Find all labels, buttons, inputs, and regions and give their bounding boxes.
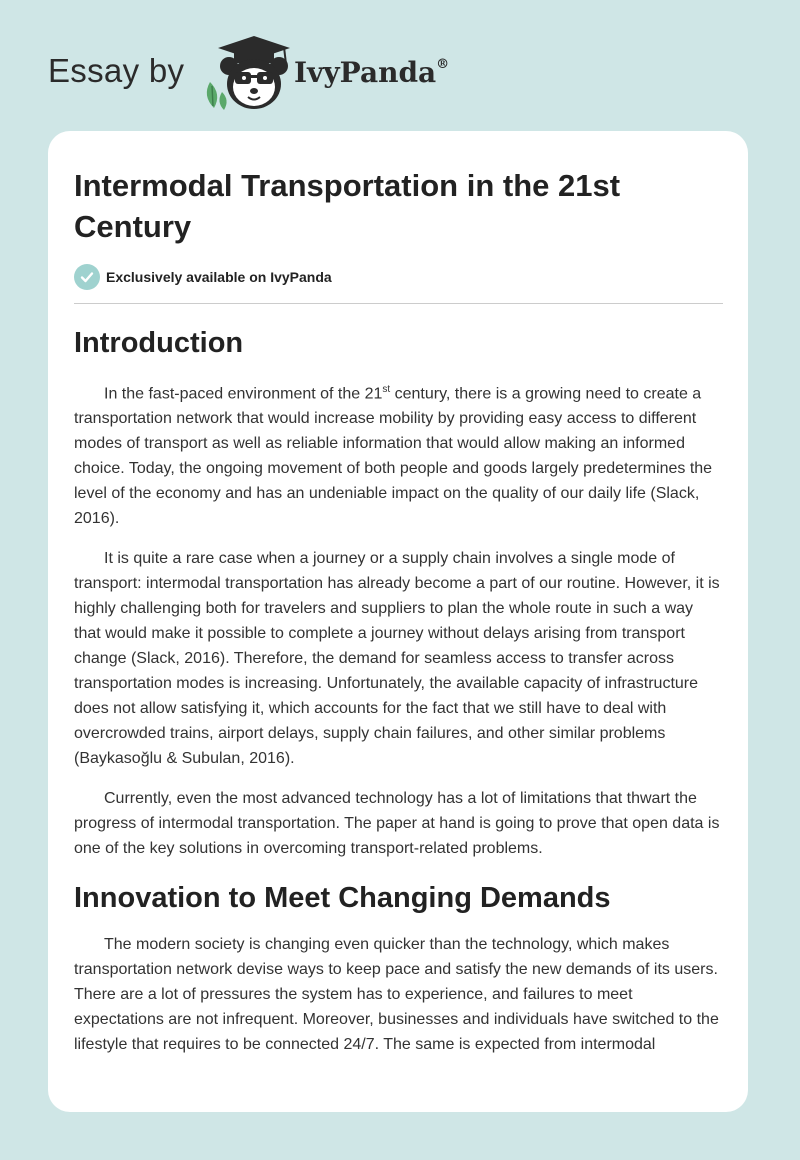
paragraph: In the fast-paced environment of the 21st century, there is a growing need to create a transportation network that would increase mobility by providing easy access to different modes of transport as well as reliable information that would allow making an informed choice. Today, the ongoing movement of both people and goods largely predetermines the level of the economy and has an undeniable impact on the quality of our daily life (Slack, 2016). [74, 384, 713, 528]
site-header [48, 34, 768, 114]
badge-label: Exclusively available on IvyPanda [106, 269, 332, 285]
section-heading-innovation: Innovation to Meet Changing Demands [74, 882, 611, 915]
essay-body [74, 321, 724, 1057]
exclusive-badge [74, 263, 332, 291]
checkmark-icon [74, 264, 100, 290]
essay-by-label: Essay by [48, 52, 185, 89]
paragraph: The modern society is changing even quicker than the technology, which makes transportation network devise ways to keep pace and satisfy the new demands of its users. There are a lot of pressures the system has to experience, and failures to meet expectations are not infrequent. Moreover, businesses and individuals have switched to the lifestyle that requires to be connected 24/7. The same is expected from intermodal [74, 936, 719, 1054]
page-title: Intermodal Transportation in the 21st Century [74, 168, 621, 244]
registered-mark: ® [436, 56, 450, 72]
ordinal-suffix: st [382, 384, 391, 395]
section-heading-introduction: Introduction [74, 327, 244, 359]
divider [74, 303, 723, 304]
paragraph: It is quite a rare case when a journey or a supply chain involves a single mode of transport: intermodal transportation has already become a part of our routine. However, it is highly challenging both for travelers and suppliers to plan the whole route in such a way that would make it possible to complete a journey without delays arising from transport change (Slack, 2016). Therefore, the demand for seamless access to transfer across transportation modes is increasing. Unfortunately, the available capacity of infrastructure does not allow satisfying it, which accounts for the fact that we still have to deal with overcrowded trains, airport delays, supply chain failures, and other similar problems (Baykasoğlu & Subulan, 2016). [74, 550, 720, 768]
brand-name[interactable]: IvyPanda® [294, 56, 450, 89]
essay-card [48, 131, 748, 1112]
panda-logo-icon[interactable] [200, 34, 300, 112]
paragraph: Currently, even the most advanced technology has a lot of limitations that thwart the progress of intermodal transportation. The paper at hand is going to prove that open data is one of the key solutions in overcoming transport-related problems. [74, 790, 720, 858]
